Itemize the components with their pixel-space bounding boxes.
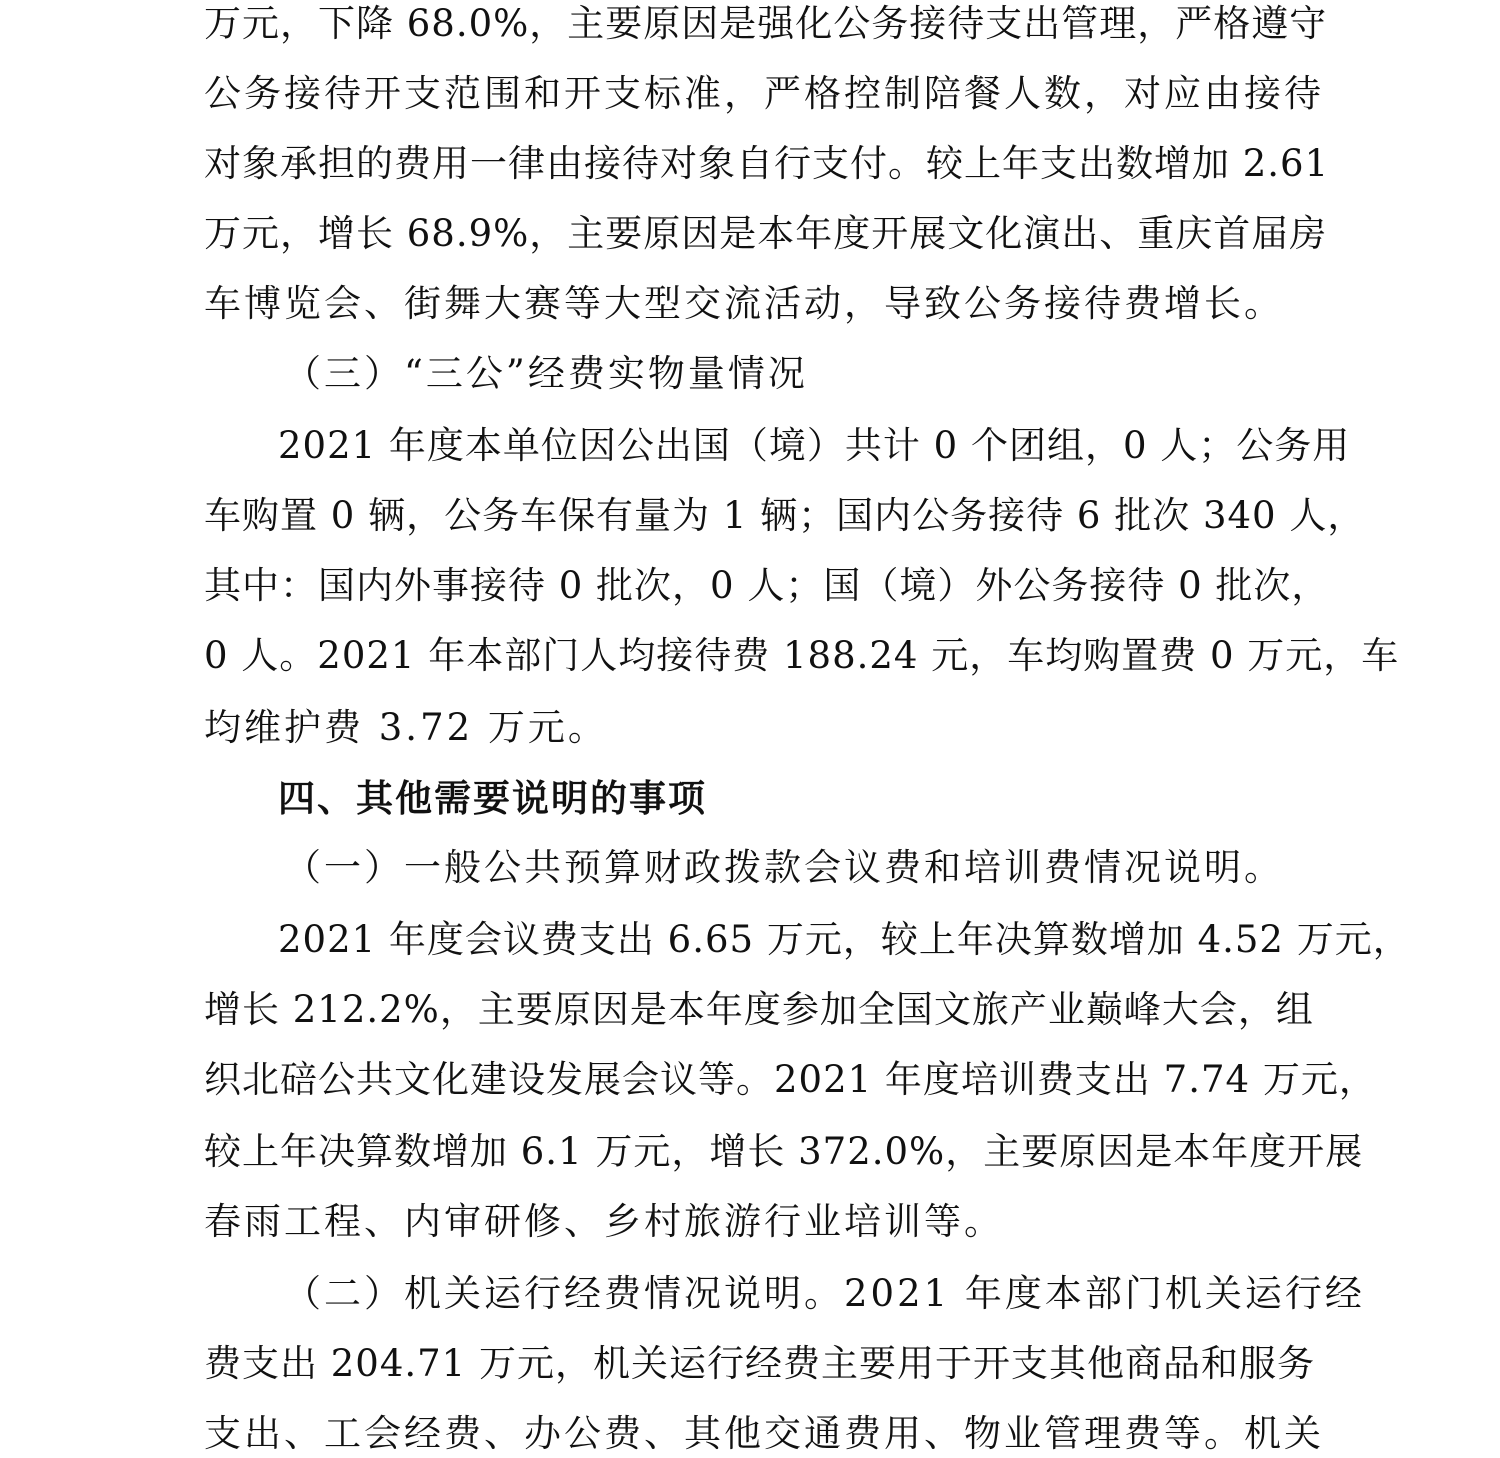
paragraph-line: 车博览会、街舞大赛等大型交流活动，导致公务接待费增长。 bbox=[204, 282, 1284, 325]
paragraph-line: 其中：国内外事接待 0 批次，0 人；国（境）外公务接待 0 批次， bbox=[204, 564, 1330, 607]
subsection-heading: （二）机关运行经费情况说明。2021 年度本部门机关运行经 bbox=[284, 1272, 1365, 1315]
paragraph-line: 增长 212.2%，主要原因是本年度参加全国文旅产业巅峰大会，组 bbox=[204, 988, 1314, 1031]
paragraph-line: 2021 年度本单位因公出国（境）共计 0 个团组，0 人；公务用 bbox=[278, 424, 1351, 467]
paragraph-line: 万元，下降 68.0%，主要原因是强化公务接待支出管理，严格遵守 bbox=[204, 2, 1328, 45]
paragraph-line: 车购置 0 辆，公务车保有量为 1 辆；国内公务接待 6 批次 340 人， bbox=[204, 494, 1366, 537]
paragraph-line: 支出、工会经费、办公费、其他交通费用、物业管理费等。机关 bbox=[204, 1412, 1324, 1455]
paragraph-line: 2021 年度会议费支出 6.65 万元，较上年决算数增加 4.52 万元， bbox=[278, 918, 1411, 961]
paragraph-line: 费支出 204.71 万元，机关运行经费主要用于开支其他商品和服务 bbox=[204, 1342, 1315, 1385]
paragraph-line: 万元，增长 68.9%，主要原因是本年度开展文化演出、重庆首届房 bbox=[204, 212, 1328, 255]
paragraph-line: 织北碚公共文化建设发展会议等。2021 年度培训费支出 7.74 万元， bbox=[204, 1058, 1377, 1101]
paragraph-line: 均维护费 3.72 万元。 bbox=[204, 706, 608, 749]
subsection-heading: （三）“三公”经费实物量情况 bbox=[284, 352, 808, 395]
subsection-heading: （一）一般公共预算财政拨款会议费和培训费情况说明。 bbox=[284, 846, 1284, 889]
paragraph-line: 春雨工程、内审研修、乡村旅游行业培训等。 bbox=[204, 1200, 1004, 1243]
paragraph-line: 公务接待开支范围和开支标准，严格控制陪餐人数，对应由接待 bbox=[204, 72, 1324, 115]
paragraph-line: 较上年决算数增加 6.1 万元，增长 372.0%，主要原因是本年度开展 bbox=[204, 1130, 1364, 1173]
paragraph-line: 0 人。2021 年本部门人均接待费 188.24 元，车均购置费 0 万元，车 bbox=[204, 634, 1400, 677]
section-heading: 四、其他需要说明的事项 bbox=[278, 776, 707, 820]
paragraph-line: 对象承担的费用一律由接待对象自行支付。较上年支出数增加 2.61 bbox=[204, 142, 1330, 185]
